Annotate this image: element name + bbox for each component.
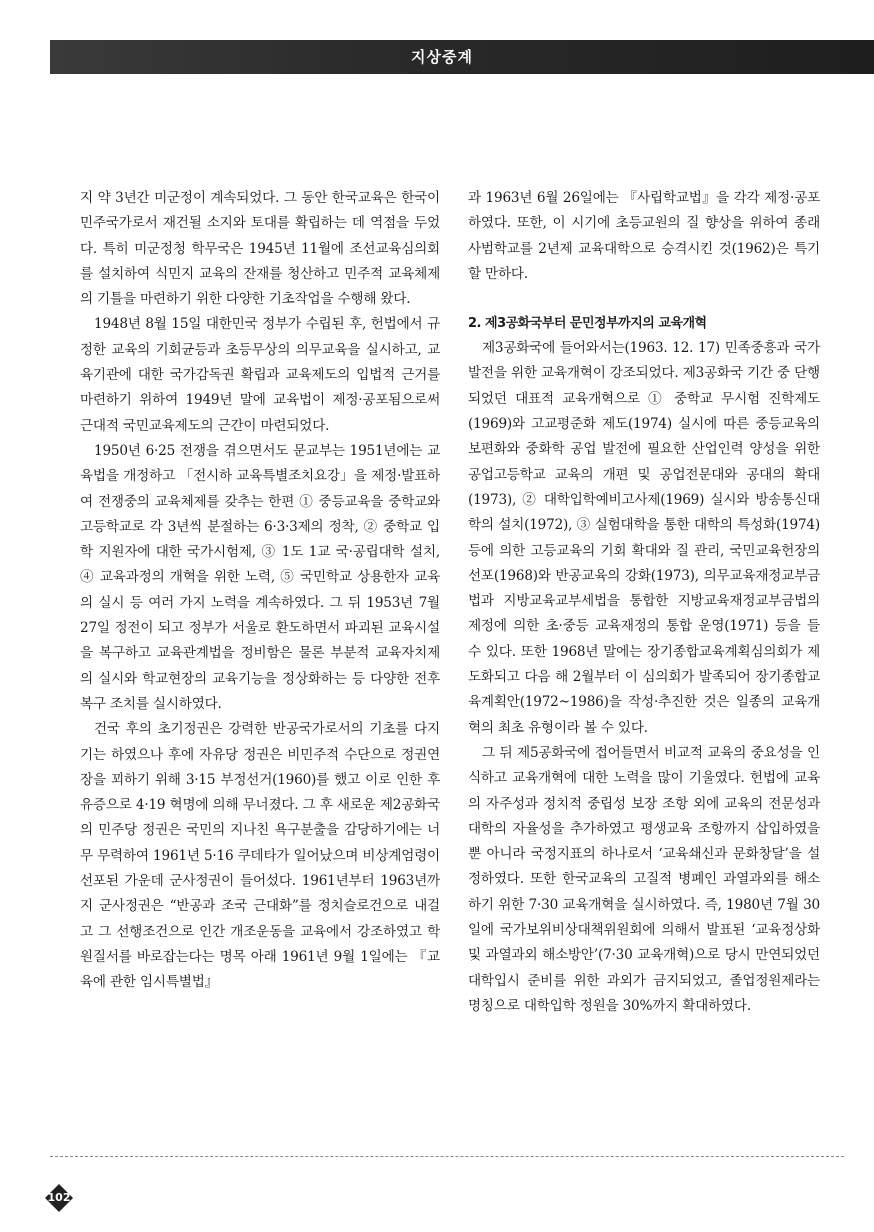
left-paragraph-4: 건국 후의 초기정권은 강력한 반공국가로서의 기초를 다지기는 하였으나 후에 자유당 정권은 비민주적 수단으로 정권연장을 꾀하기 위해 3·15 부정선거(1960)를 했고 이로 인한 후유증으로 4·19 혁명에 의해 무너졌다. 그 후 새로운 제2공화국의 민주당 정권은 국민의 지나친 욕구분출을 감당하기에는 너무 무력하여 1961년 5·16 쿠데타가 일어났으며 비상계엄령이 선포된 가운데 군사정권이 들어섰다. 1961년부터 1963년까지 군사정권은 “반공과 조국 근대화”를 정치슬로건으로 내걸고 그 선행조건으로 인간 개조운동을 교육에서 강조하였고 학원질서를 바로잡는다는 명목 아래 1961년 9월 1일에는 『교육에 관한 임시특별법』 bbox=[80, 721, 440, 991]
footer-divider bbox=[50, 1156, 844, 1157]
section-banner bbox=[50, 40, 874, 74]
left-paragraph-3: 1950년 6·25 전쟁을 겪으면서도 문교부는 1951년에는 교육법을 개정하고 「전시하 교육특별조치요강」을 제정·발표하여 전쟁중의 교육체제를 갖추는 한편 ① 중등교육을 중학교와 고등학교로 각 3년씩 분절하는 6·3·3제의 정착, ② 중학교 입학 지원자에 대한 국가시험제, ③ 1도 1교 국·공립대학 설치, ④ 교육과정의 개혁을 위한 노력, ⑤ 국민학교 상용한자 교육의 실시 등 여러 가지 노력을 계속하였다. 그 뒤 1953년 7월 27일 정전이 되고 정부가 서울로 환도하면서 파괴된 교육시설을 복구하고 교육관계법을 정비함은 물론 부분적 교육자치제의 실시와 학교현장의 교육기능을 정상화하는 등 다양한 전후복구 조치를 실시하였다. bbox=[80, 442, 440, 712]
right-paragraph-2: 그 뒤 제5공화국에 접어들면서 비교적 교육의 중요성을 인식하고 교육개혁에 대한 노력을 많이 기울였다. 헌법에 교육의 자주성과 정치적 중립성 보장 조항 외에 교육의 전문성과 대학의 자율성을 추가하였고 평생교육 조항까지 삽입하였을 뿐 아니라 국정지표의 하나로서 ‘교육쇄신과 문화창달’을 설정하였다. 또한 한국교육의 고질적 병폐인 과열과외를 해소하기 위한 7·30 교육개혁을 실시하였다. 즉, 1980년 7월 30일에 국가보위비상대책위원회에 의해서 발표된 ‘교육정상화 및 과열과외 해소방안’(7·30 교육개혁)으로 당시 만연되었던 대학입시 준비를 위한 과외가 금지되었고, 졸업정원제라는 명칭으로 대학입학 정원을 30%까지 확대하였다. bbox=[468, 744, 820, 1014]
section-title: 지상중계 bbox=[411, 48, 473, 66]
right-paragraph-1: 제3공화국에 들어와서는(1963. 12. 17) 민족중흥과 국가발전을 위한 교육개혁이 강조되었다. 제3공화국 기간 중 단행되었던 대표적 교육개혁으로 ① 중학교 무시험 진학제도(1969)와 고교평준화 제도(1974) 실시에 따른 중등교육의 보편화와 중화학 공업 발전에 필요한 산업인력 양성을 위한 공업고등학교 교육의 개편 및 공업전문대와 공대의 확대(1973), ② 대학입학예비고사제(1969) 실시와 방송통신대학의 설치(1972), ③ 실험대학을 통한 대학의 특성화(1974) 등에 의한 고등교육의 기회 확대와 질 관리, 국민교육헌장의 선포(1968)와 반공교육의 강화(1973), 의무교육재정교부금법과 지방교육교부세법을 통합한 지방교육재정교부금법의 제정에 의한 초·중등 교육재정의 통합 운영(1971) 등을 들 수 있다. 또한 1968년 말에는 장기종합교육계획심의회가 제도화되고 다음 해 2월부터 이 심의회가 발족되어 장기종합교육계획안(1972~1986)을 작성·추진한 것은 일종의 교육개혁의 최초 유형이라 볼 수 있다. bbox=[468, 340, 820, 736]
page-number: 102 bbox=[47, 1191, 71, 1204]
right-paragraph-continued: 과 1963년 6월 26일에는 『사립학교법』을 각각 제정·공포하였다. 또한, 이 시기에 초등교원의 질 향상을 위하여 종래 사범학교를 2년제 교육대학으로 승격시킨 것(1962)은 특기할 만하다. bbox=[468, 190, 820, 282]
left-paragraph-2: 1948년 8월 15일 대한민국 정부가 수립된 후, 헌법에서 규정한 교육의 기회균등과 초등무상의 의무교육을 실시하고, 교육기관에 대한 국가감독권 확립과 교육제도의 입법적 근거를 마련하기 위하여 1949년 말에 교육법이 제정·공포됨으로써 근대적 국민교육제도의 근간이 마련되었다. bbox=[80, 316, 440, 434]
left-paragraph-1: 지 약 3년간 미군정이 계속되었다. 그 동안 한국교육은 한국이 민주국가로서 재건될 소지와 토대를 확립하는 데 역점을 두었다. 특히 미군정청 학무국은 1945년 11월에 조선교육심의회를 설치하여 식민지 교육의 잔재를 청산하고 민주적 교육체제의 기틀을 마련하기 위한 다양한 기초작업을 수행해 왔다. bbox=[80, 190, 440, 308]
left-column bbox=[80, 186, 440, 996]
right-column bbox=[468, 186, 820, 1019]
section-heading: 2. 제3공화국부터 문민정부까지의 교육개혁 bbox=[468, 316, 707, 332]
page-number-badge bbox=[44, 1183, 74, 1213]
